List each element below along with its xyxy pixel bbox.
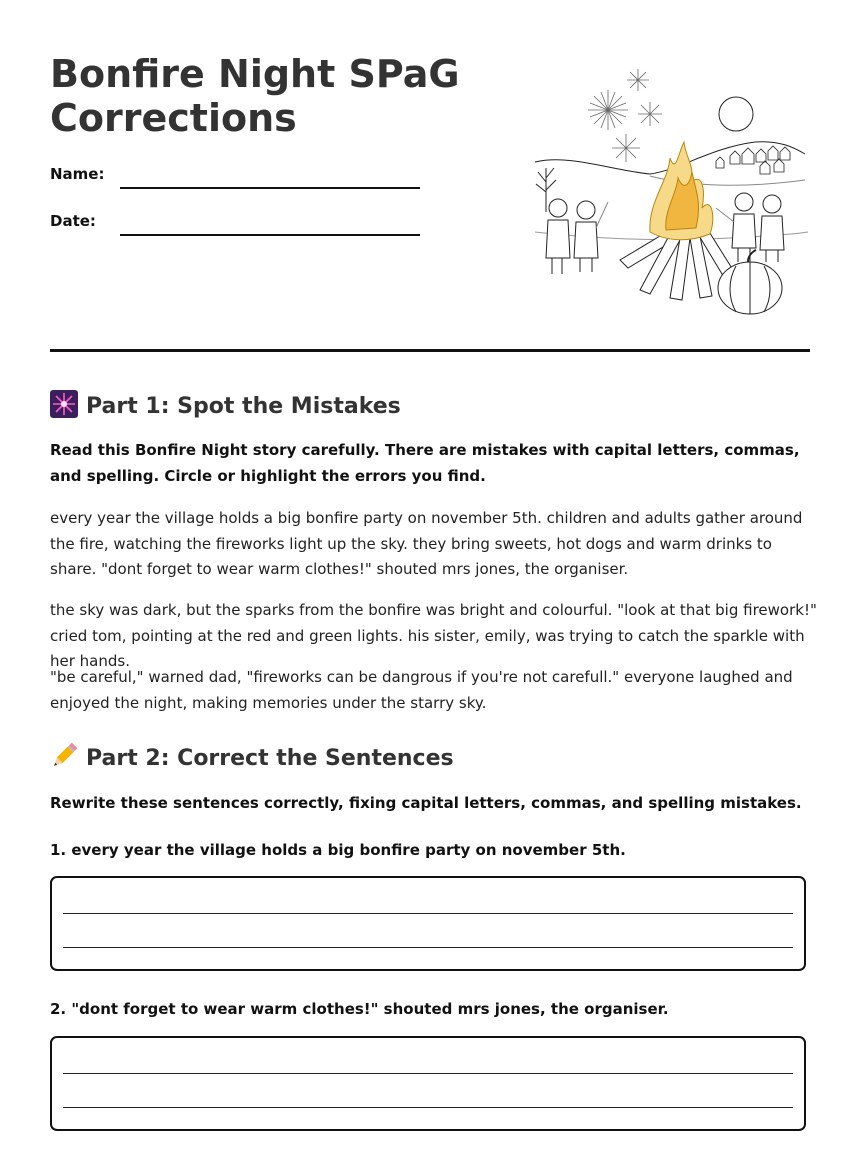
answer-box-2[interactable]: [50, 1036, 806, 1131]
answer-line: [63, 1073, 793, 1074]
story-paragraph-2: the sky was dark, but the sparks from the bonfire was bright and colourful. "look at that big firework!" cried tom, pointing at the red and green lights. his sister, emily, was trying to catch the sparkle with her hands.: [50, 601, 817, 670]
story-paragraph-1: every year the village holds a big bonfire party on november 5th. children and adults gather around the fire, watching the fireworks light up the sky. they bring sweets, hot dogs and warm drinks to share. "dont forget to wear warm clothes!" shouted mrs jones, the organiser.: [50, 509, 803, 578]
date-field[interactable]: [120, 234, 420, 236]
bonfire-illustration: [530, 62, 810, 318]
pencil-icon: [50, 742, 78, 770]
header-divider: [50, 349, 810, 352]
question-1: 1. every year the village holds a big bonfire party on november 5th.: [50, 841, 626, 859]
name-field[interactable]: [120, 187, 420, 189]
moon-icon: [719, 97, 753, 131]
firework-sparkle-icon: [50, 390, 78, 418]
answer-box-1[interactable]: [50, 876, 806, 971]
answer-line: [63, 913, 793, 914]
part2-heading-text: Part 2: Correct the Sentences: [86, 746, 454, 771]
children-left: [546, 199, 608, 274]
village-houses: [716, 146, 790, 174]
answer-line: [63, 947, 793, 948]
worksheet-title: Bonfire Night SPaG Corrections: [50, 52, 460, 140]
question-2: 2. "dont forget to wear warm clothes!" shouted mrs jones, the organiser.: [50, 1000, 669, 1018]
story-paragraph-3: "be careful," warned dad, "fireworks can be dangrous if you're not carefull." everyone laughed and enjoyed the night, making memories under the starry sky.: [50, 668, 793, 712]
answer-line: [63, 1107, 793, 1108]
part2-heading: [50, 742, 454, 773]
firework-bursts: [588, 69, 662, 162]
children-right: [716, 193, 784, 262]
part2-instructions: Rewrite these sentences correctly, fixing capital letters, commas, and spelling mistakes.: [50, 794, 802, 812]
part1-heading: [50, 390, 401, 421]
part1-instructions: Read this Bonfire Night story carefully. There are mistakes with capital letters, commas, and spelling. Circle or highlight the errors you find.: [50, 441, 800, 485]
part1-heading-text: Part 1: Spot the Mistakes: [86, 394, 401, 419]
date-label: Date:: [50, 212, 96, 230]
name-label: Name:: [50, 165, 105, 183]
